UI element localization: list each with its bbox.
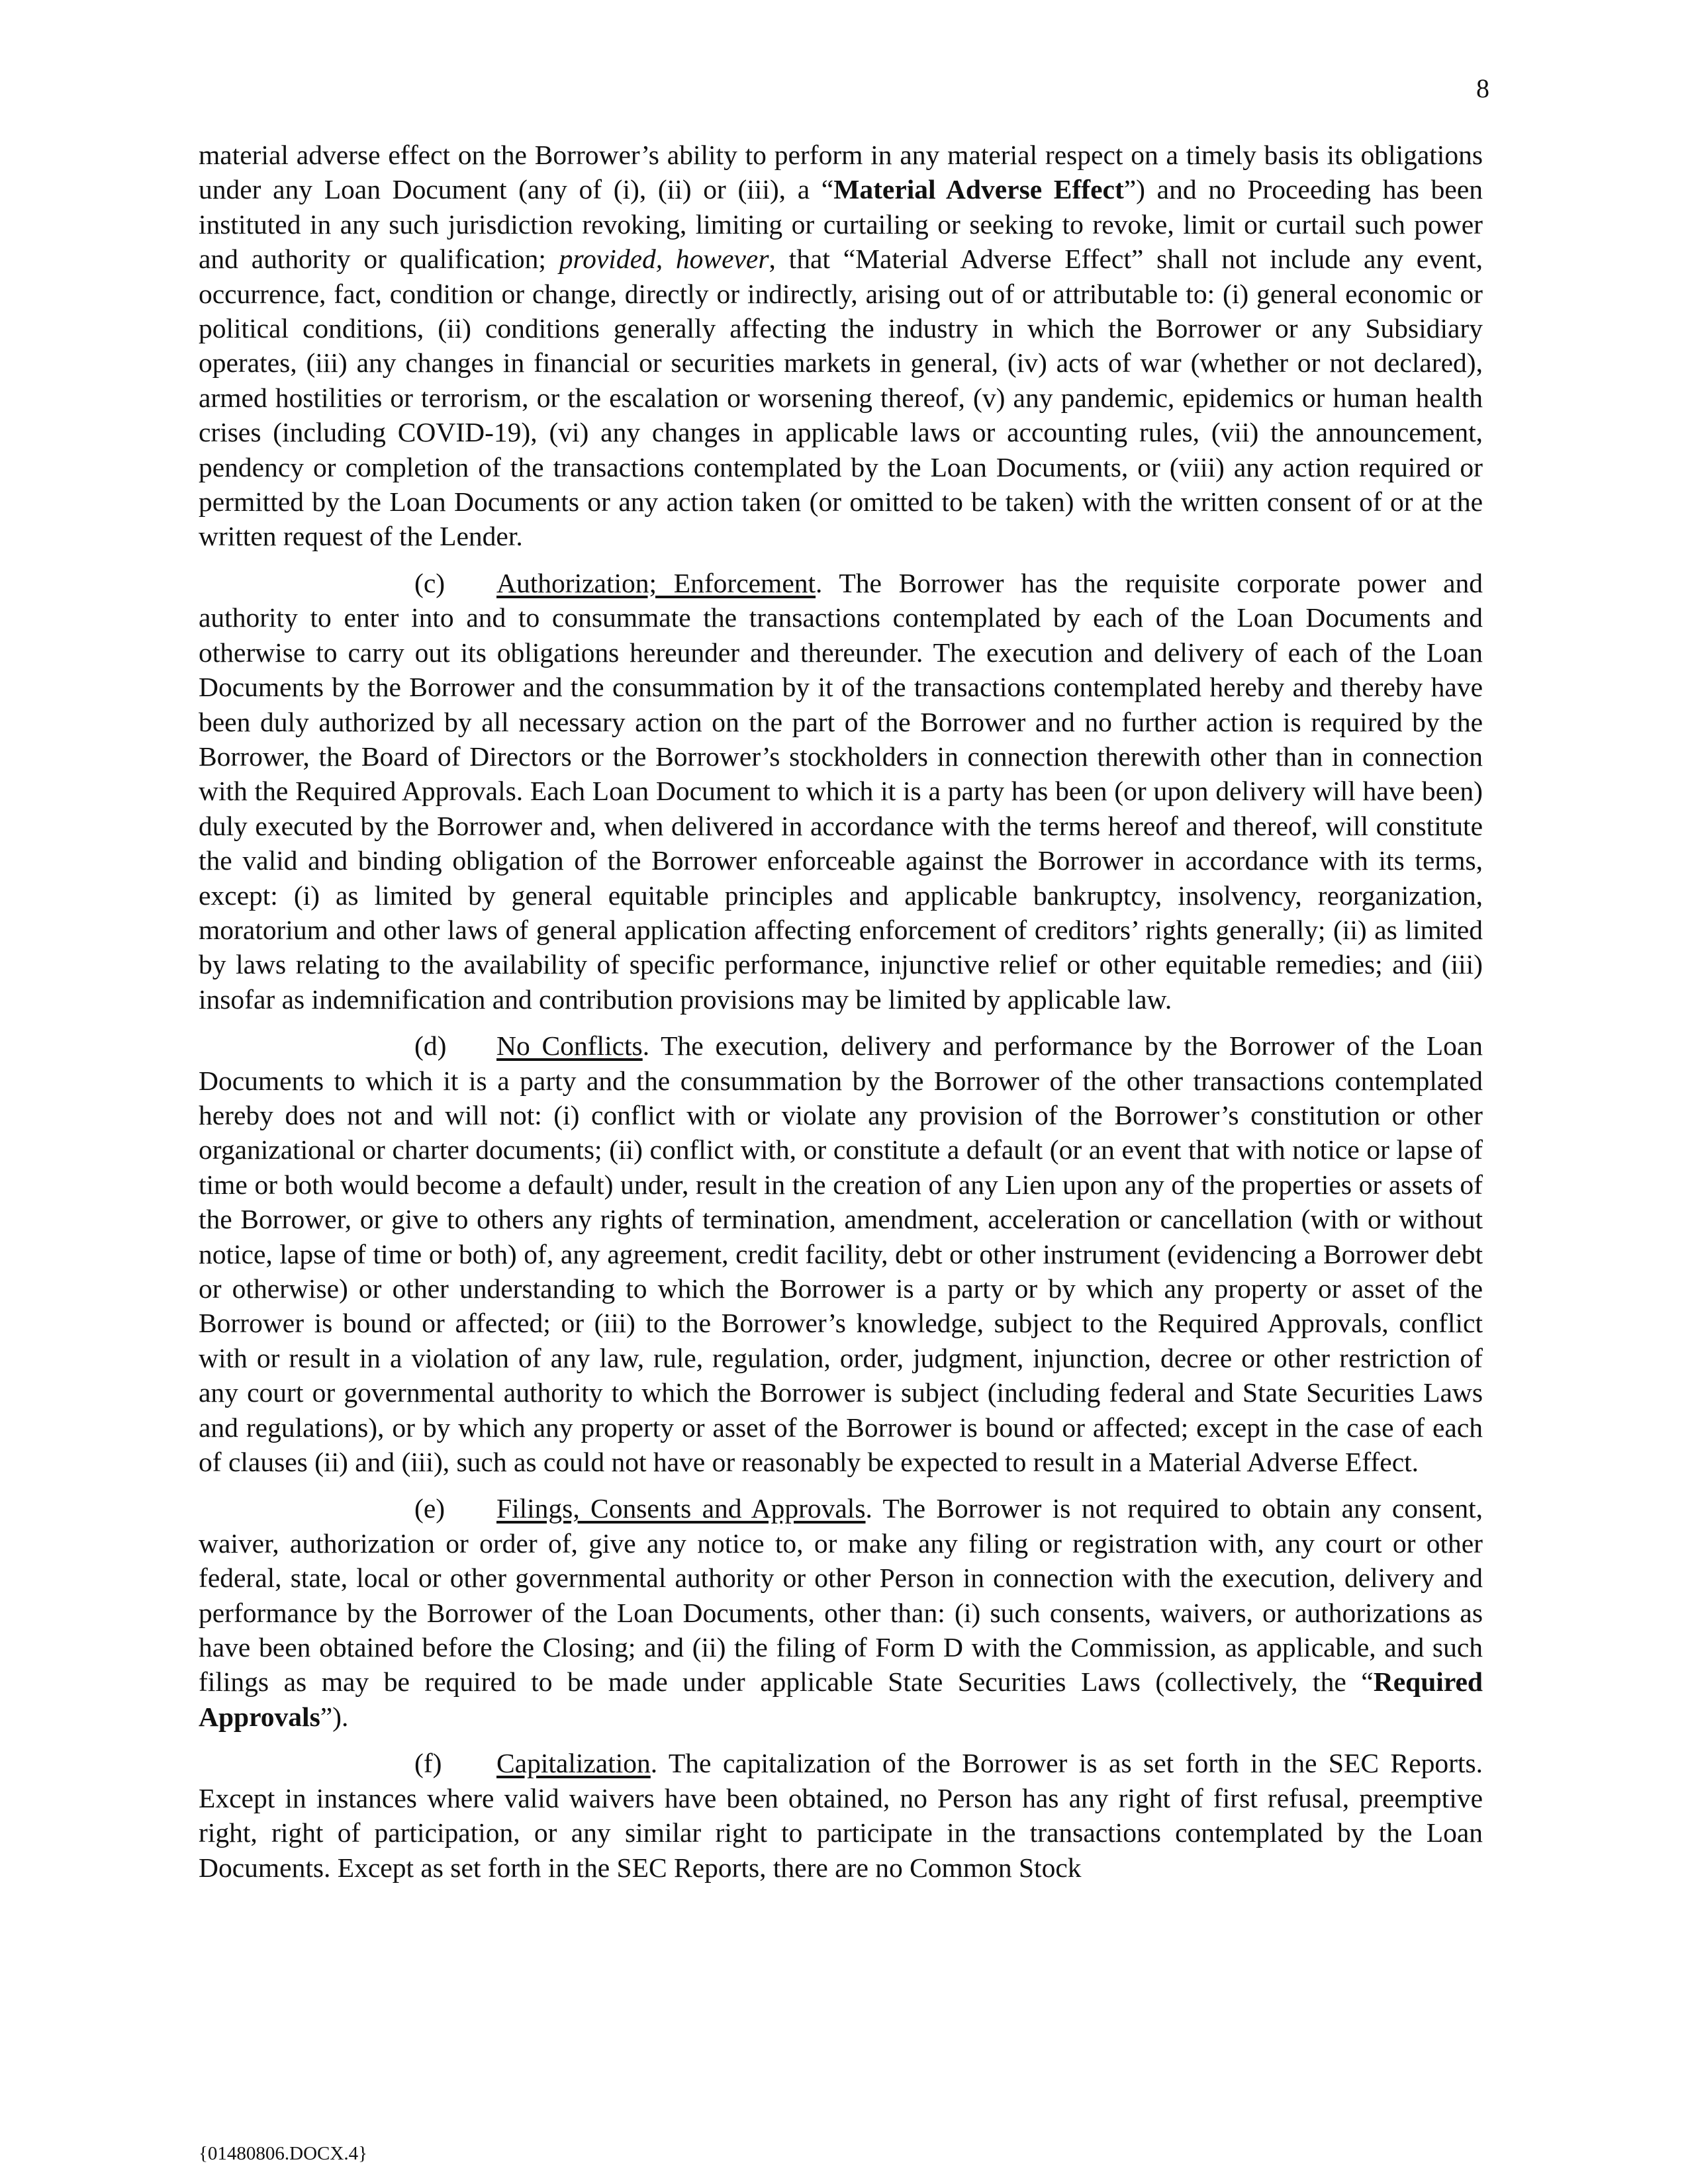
document-body xyxy=(199,138,1483,1897)
defined-term-material-adverse-effect: Material Adverse Effect xyxy=(833,174,1124,205)
italic-proviso: provided, however xyxy=(559,244,769,275)
continuation-paragraph: material adverse effect on the Borrower’s ability to perform in any material respect on a timely basis its obligations under any Loan Document (any of (i), (ii) or (iii), a “Material Adverse Effect”) and no Proceeding has been instituted in any such jurisdiction revoking, limiting or curtailing or seeking to revoke, limit or curtail such power and authority or qualification; provided, however, that “Material Adverse Effect” shall not include any event, occurrence, fact, condition or change, directly or indirectly, arising out of or attributable to: (i) general economic or political conditions, (ii) conditions generally affecting the industry in which the Borrower or any Subsidiary operates, (iii) any changes in financial or securities markets in general, (iv) acts of war (whether or not declared), armed hostilities or terrorism, or the escalation or worsening thereof, (v) any pandemic, epidemics or human health crises (including COVID-19), (vi) any changes in applicable laws or accounting rules, (vii) the announcement, pendency or completion of the transactions contemplated by the Loan Documents, or (viii) any action required or permitted by the Loan Documents or any action taken (or omitted to be taken) with the written consent of or at the written request of the Lender. xyxy=(199,140,1483,552)
section-heading: No Conflicts xyxy=(496,1030,643,1062)
section-number: (e) xyxy=(414,1493,445,1524)
section-heading: Capitalization xyxy=(496,1748,651,1779)
section-text: . The Borrower is not required to obtain any consent, waiver, authorization or order of, give any notice to, or make any filing or registration with, any court or other federal, state, local or other governmental authority or other Person in connection with the execution, delivery and performance by the Borrower of the Loan Documents, other than: (i) such consents, waivers, or authorizations as have been obtained before the Closing; and (ii) the filing of Form D with the Commission, as applicable, and such filings as may be required to be made under applicable State Securities Laws (collectively, the “ xyxy=(199,1493,1483,1698)
section-number: (c) xyxy=(414,567,445,598)
section-f-capitalization xyxy=(199,1746,1483,1885)
section-c-authorization xyxy=(199,566,1483,1017)
page-number: 8 xyxy=(1476,73,1489,103)
section-text: . The execution, delivery and performance by the Borrower of the Loan Documents to which it is a party and the consummation by the Borrower of the other transactions contemplated hereby does not and will not: (i) conflict with or violate any provision of the Borrower’s constitution or other organizational or charter documents; (ii) conflict with, or constitute a default (or an event that with notice or lapse of time or both would become a default) under, result in the creation of any Lien upon any of the properties or assets of the Borrower, or give to others any rights of termination, amendment, acceleration or cancellation (with or without notice, lapse of time or both) of, any agreement, credit facility, debt or other instrument (evidencing a Borrower debt or otherwise) or other understanding to which the Borrower is a party or by which any property or asset of the Borrower is bound or affected; or (iii) to the Borrower’s knowledge, subject to the Required Approvals, conflict with or result in a violation of any law, rule, regulation, order, judgment, injunction, decree or other restriction of any court or governmental authority to which the Borrower is subject (including federal and State Securities Laws and regulations), or by which any property or asset of the Borrower is bound or affected; except in the case of each of clauses (ii) and (iii), such as could not have or reasonably be expected to result in a Material Adverse Effect. xyxy=(199,1030,1483,1478)
section-d-no-conflicts xyxy=(199,1028,1483,1479)
section-number: (d) xyxy=(414,1030,447,1062)
section-text: . The capitalization of the Borrower is as set forth in the SEC Reports. Except in instances where valid waivers have been obtained, no Person has any right of first refusal, preemptive right, right of participation, or any similar right to participate in the transactions contemplated by the Loan Documents. Except as set forth in the SEC Reports, there are no Common Stock xyxy=(199,1748,1483,1883)
section-text: . The Borrower has the requisite corporate power and authority to enter into and to consummate the transactions contemplated by each of the Loan Documents and otherwise to carry out its obligations hereunder and thereunder. The execution and delivery of each of the Loan Documents by the Borrower and the consummation by it of the transactions contemplated hereby and thereby have been duly authorized by all necessary action on the part of the Borrower and no further action is required by the Borrower, the Board of Directors or the Borrower’s stockholders in connection therewith other than in connection with the Required Approvals. Each Loan Document to which it is a party has been (or upon delivery will have been) duly executed by the Borrower and, when delivered in accordance with the terms hereof and thereof, will constitute the valid and binding obligation of the Borrower enforceable against the Borrower in accordance with its terms, except: (i) as limited by general equitable principles and applicable bankruptcy, insolvency, reorganization, moratorium and other laws of general application affecting enforcement of creditors’ rights generally; (ii) as limited by laws relating to the availability of specific performance, injunctive relief or other equitable remedies; and (iii) insofar as indemnification and contribution provisions may be limited by applicable law. xyxy=(199,567,1483,1015)
section-heading: Authorization; Enforcement xyxy=(496,567,816,598)
defined-term-required-approvals: Required Approvals xyxy=(199,1666,1483,1732)
section-number: (f) xyxy=(414,1748,442,1779)
section-e-filings: (e) Filings, Consents and Approvals. The Borrower is not required to obtain any consent, waiver, authorization or order of, give any notice to, or make any filing or registration with, any court or other federal, state, local or other governmental authority or other Person in connection with the execution, delivery and performance by the Borrower of the Loan Documents, other than: (i) such consents, waivers, or authorizations as have been obtained before the Closing; and (ii) the filing of Form D with the Commission, as applicable, and such filings as may be required to be made under applicable State Securities Laws (collectively, the “Required Approvals”). xyxy=(199,1491,1483,1734)
document-reference-footer: {01480806.DOCX.4} xyxy=(199,2143,368,2164)
section-heading: Filings, Consents and Approvals xyxy=(496,1493,866,1524)
